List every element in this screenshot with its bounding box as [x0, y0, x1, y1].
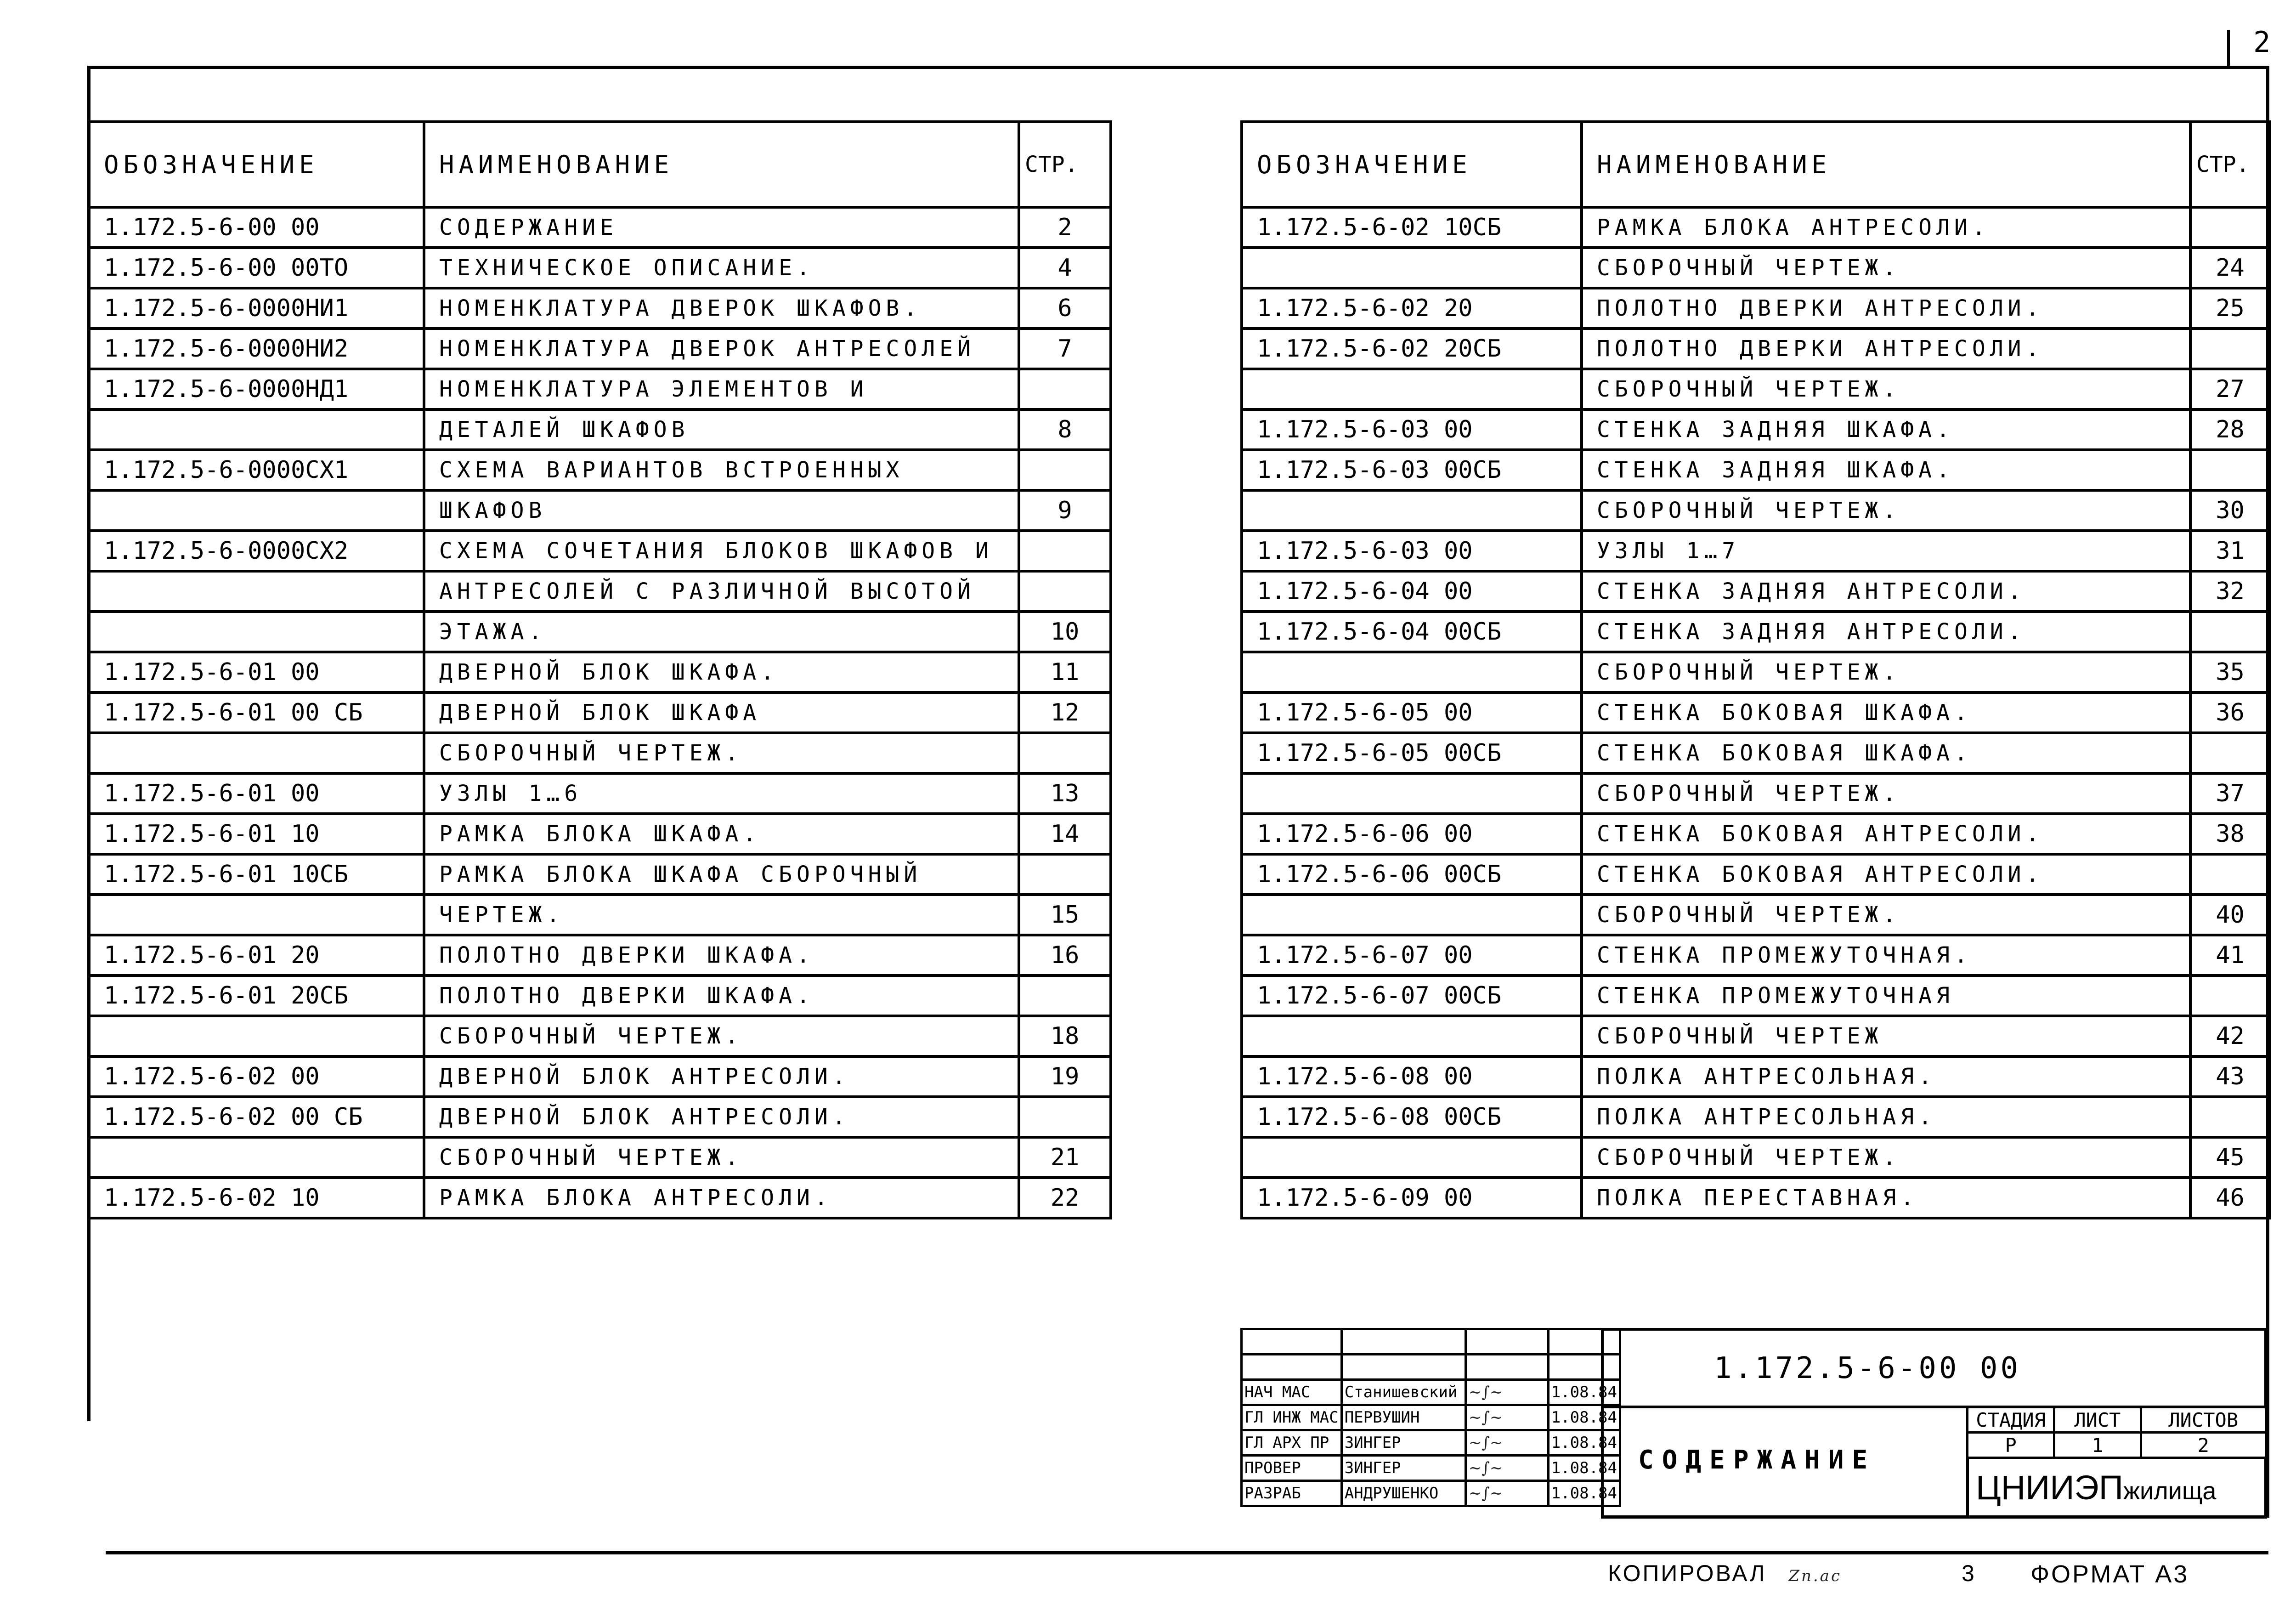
row-name: ДВЕРНОЙ БЛОК АНТРЕСОЛИ. — [424, 1097, 1019, 1137]
contents-table-right-body — [1242, 207, 2270, 1218]
table-row — [89, 450, 1111, 490]
row-code — [89, 571, 424, 612]
document-title: СОДЕРЖАНИЕ — [1638, 1445, 1876, 1475]
signer-role: НАЧ МАС — [1242, 1380, 1342, 1405]
row-page: 21 — [1019, 1137, 1111, 1178]
row-page: 36 — [2190, 692, 2270, 733]
row-code: 1.172.5-6-00 00 — [89, 207, 424, 248]
row-name: СТЕНКА ЗАДНЯЯ АНТРЕСОЛИ. — [1582, 612, 2190, 652]
row-name: ДЕТАЛЕЙ ШКАФОВ — [424, 409, 1019, 450]
signer-name: ЗИНГЕР — [1341, 1430, 1465, 1456]
sign-date: 1.08.84 — [1548, 1405, 1620, 1430]
sheet-label: ЛИСТ — [2054, 1407, 2141, 1433]
title-block — [1240, 1328, 2267, 1519]
row-code: 1.172.5-6-02 20СБ — [1242, 329, 1582, 369]
table-row — [1242, 571, 2270, 612]
signature-row — [1242, 1430, 1620, 1456]
row-name: УЗЛЫ 1…6 — [424, 773, 1019, 814]
row-name: СБОРОЧНЫЙ ЧЕРТЕЖ — [1582, 1016, 2190, 1056]
row-page — [1019, 975, 1111, 1016]
row-page: 13 — [1019, 773, 1111, 814]
row-name: РАМКА БЛОКА ШКАФА СБОРОЧНЫЙ — [424, 854, 1019, 895]
table-row — [1242, 207, 2270, 248]
contents-table-left-body — [89, 207, 1111, 1218]
signature-row — [1242, 1481, 1620, 1506]
row-code: 1.172.5-6-0000НИ2 — [89, 329, 424, 369]
row-code: 1.172.5-6-02 10 — [89, 1178, 424, 1218]
table-row — [1242, 652, 2270, 692]
document-title-cell — [1601, 1406, 1968, 1519]
row-page: 38 — [2190, 814, 2270, 854]
row-page: 8 — [1019, 409, 1111, 450]
table-row — [1242, 1097, 2270, 1137]
row-code — [89, 895, 424, 935]
row-code — [1242, 248, 1582, 288]
row-name: СТЕНКА ЗАДНЯЯ АНТРЕСОЛИ. — [1582, 571, 2190, 612]
copied-label — [1608, 1560, 1842, 1587]
row-code — [89, 1016, 424, 1056]
row-page — [1019, 571, 1111, 612]
row-code: 1.172.5-6-01 00 — [89, 773, 424, 814]
table-header-row — [1242, 122, 2270, 207]
table-row — [89, 490, 1111, 531]
handwritten-signature-icon: ~∫~ — [1468, 1484, 1503, 1503]
row-code — [1242, 369, 1582, 409]
row-name: ПОЛКА АНТРЕСОЛЬНАЯ. — [1582, 1056, 2190, 1097]
table-row — [89, 207, 1111, 248]
row-name: СБОРОЧНЫЙ ЧЕРТЕЖ. — [1582, 369, 2190, 409]
row-code: 1.172.5-6-0000НД1 — [89, 369, 424, 409]
row-page: 32 — [2190, 571, 2270, 612]
row-code — [89, 1137, 424, 1178]
row-page: 31 — [2190, 531, 2270, 571]
row-name: СТЕНКА ПРОМЕЖУТОЧНАЯ. — [1582, 935, 2190, 975]
stamp-empty-row — [1242, 1355, 1620, 1380]
table-row — [1242, 288, 2270, 329]
row-name: НОМЕНКЛАТУРА ЭЛЕМЕНТОВ И — [424, 369, 1019, 409]
row-code — [1242, 895, 1582, 935]
format-label: ФОРМАТ А3 — [2030, 1560, 2189, 1588]
row-code — [1242, 1137, 1582, 1178]
table-row — [1242, 369, 2270, 409]
row-page: 11 — [1019, 652, 1111, 692]
table-row — [89, 248, 1111, 288]
row-page: 4 — [1019, 248, 1111, 288]
table-row — [89, 1178, 1111, 1218]
table-header-row — [89, 122, 1111, 207]
row-code: 1.172.5-6-0000СХ1 — [89, 450, 424, 490]
row-name: ПОЛКА АНТРЕСОЛЬНАЯ. — [1582, 1097, 2190, 1137]
sign-date: 1.08.84 — [1548, 1430, 1620, 1456]
table-row — [1242, 895, 2270, 935]
signer-role: ГЛ ИНЖ МАС — [1242, 1405, 1342, 1430]
organization-cell — [1966, 1459, 2267, 1519]
table-row — [89, 571, 1111, 612]
row-name: ТЕХНИЧЕСКОЕ ОПИСАНИЕ. — [424, 248, 1019, 288]
row-page — [2190, 612, 2270, 652]
handwritten-signature-icon: ~∫~ — [1468, 1434, 1503, 1452]
signature-table — [1240, 1328, 1621, 1507]
table-row — [89, 1137, 1111, 1178]
table-row — [89, 329, 1111, 369]
copied-signature: Zn.ac — [1788, 1567, 1842, 1585]
row-name: СБОРОЧНЫЙ ЧЕРТЕЖ. — [1582, 652, 2190, 692]
row-page — [2190, 450, 2270, 490]
document-code: 1.172.5-6-00 00 — [1714, 1351, 2021, 1385]
row-name: СХЕМА СОЧЕТАНИЯ БЛОКОВ ШКАФОВ И — [424, 531, 1019, 571]
signature-row — [1242, 1456, 1620, 1481]
table-row — [1242, 1137, 2270, 1178]
table-row — [89, 369, 1111, 409]
table-row — [1242, 854, 2270, 895]
row-name: ЧЕРТЕЖ. — [424, 895, 1019, 935]
stage-sheet-table — [1966, 1406, 2267, 1459]
row-code — [1242, 652, 1582, 692]
sign-date: 1.08.84 — [1548, 1456, 1620, 1481]
contents-table-right — [1240, 120, 2271, 1219]
contents-table-left — [87, 120, 1112, 1219]
row-name: СТЕНКА БОКОВАЯ ШКАФА. — [1582, 692, 2190, 733]
table-row — [89, 975, 1111, 1016]
row-code: 1.172.5-6-0000СХ2 — [89, 531, 424, 571]
copied-by-label: КОПИРОВАЛ — [1608, 1560, 1767, 1586]
row-name: ЭТАЖА. — [424, 612, 1019, 652]
header-code: ОБОЗНАЧЕНИЕ — [1242, 122, 1582, 207]
table-row — [1242, 733, 2270, 773]
row-page: 37 — [2190, 773, 2270, 814]
table-row — [1242, 329, 2270, 369]
table-row — [1242, 612, 2270, 652]
row-page — [2190, 854, 2270, 895]
row-page: 41 — [2190, 935, 2270, 975]
row-code: 1.172.5-6-01 20СБ — [89, 975, 424, 1016]
sheets-label: ЛИСТОВ — [2141, 1407, 2266, 1433]
row-page: 18 — [1019, 1016, 1111, 1056]
table-row — [89, 814, 1111, 854]
table-row — [1242, 692, 2270, 733]
row-page: 35 — [2190, 652, 2270, 692]
row-page: 15 — [1019, 895, 1111, 935]
row-code — [1242, 490, 1582, 531]
signature-mark — [1465, 1481, 1548, 1506]
row-page — [2190, 207, 2270, 248]
row-page: 24 — [2190, 248, 2270, 288]
table-row — [1242, 975, 2270, 1016]
signer-name: Станишевский — [1341, 1380, 1465, 1405]
signature-row — [1242, 1405, 1620, 1430]
sheet-value: 1 — [2054, 1433, 2141, 1458]
table-row — [1242, 490, 2270, 531]
row-name: СОДЕРЖАНИЕ — [424, 207, 1019, 248]
signature-mark — [1465, 1430, 1548, 1456]
row-page: 30 — [2190, 490, 2270, 531]
row-page: 25 — [2190, 288, 2270, 329]
row-name: СТЕНКА БОКОВАЯ ШКАФА. — [1582, 733, 2190, 773]
row-name: ПОЛОТНО ДВЕРКИ ШКАФА. — [424, 975, 1019, 1016]
row-code — [89, 612, 424, 652]
signature-mark — [1465, 1380, 1548, 1405]
row-code: 1.172.5-6-02 20 — [1242, 288, 1582, 329]
row-name: СБОРОЧНЫЙ ЧЕРТЕЖ. — [1582, 1137, 2190, 1178]
row-page: 9 — [1019, 490, 1111, 531]
row-code: 1.172.5-6-01 00 СБ — [89, 692, 424, 733]
row-page — [1019, 733, 1111, 773]
row-name: СБОРОЧНЫЙ ЧЕРТЕЖ. — [1582, 490, 2190, 531]
sheet-number: 2 — [2253, 25, 2271, 59]
row-code: 1.172.5-6-03 00 — [1242, 531, 1582, 571]
row-page: 16 — [1019, 935, 1111, 975]
frame-top-border — [87, 66, 2269, 69]
row-name: НОМЕНКЛАТУРА ДВЕРОК ШКАФОВ. — [424, 288, 1019, 329]
row-name: РАМКА БЛОКА АНТРЕСОЛИ. — [424, 1178, 1019, 1218]
sign-date: 1.08.84 — [1548, 1380, 1620, 1405]
table-row — [1242, 1016, 2270, 1056]
row-name: ПОЛОТНО ДВЕРКИ ШКАФА. — [424, 935, 1019, 975]
document-code-cell — [1601, 1328, 2267, 1408]
row-name: СБОРОЧНЫЙ ЧЕРТЕЖ. — [424, 1016, 1019, 1056]
sheets-value: 2 — [2141, 1433, 2266, 1458]
row-code: 1.172.5-6-01 00 — [89, 652, 424, 692]
row-code: 1.172.5-6-06 00СБ — [1242, 854, 1582, 895]
table-row — [1242, 814, 2270, 854]
row-page: 42 — [2190, 1016, 2270, 1056]
signer-name: ЗИНГЕР — [1341, 1456, 1465, 1481]
row-name: РАМКА БЛОКА ШКАФА. — [424, 814, 1019, 854]
table-row — [89, 612, 1111, 652]
row-code: 1.172.5-6-04 00СБ — [1242, 612, 1582, 652]
row-code — [89, 490, 424, 531]
table-row — [1242, 248, 2270, 288]
row-name: СБОРОЧНЫЙ ЧЕРТЕЖ. — [1582, 773, 2190, 814]
row-page: 10 — [1019, 612, 1111, 652]
signer-role: РАЗРАБ — [1242, 1481, 1342, 1506]
row-name: СБОРОЧНЫЙ ЧЕРТЕЖ. — [1582, 248, 2190, 288]
sign-date: 1.08.84 — [1548, 1481, 1620, 1506]
row-code: 1.172.5-6-03 00СБ — [1242, 450, 1582, 490]
row-name: ДВЕРНОЙ БЛОК ШКАФА. — [424, 652, 1019, 692]
row-code: 1.172.5-6-06 00 — [1242, 814, 1582, 854]
table-row — [89, 895, 1111, 935]
table-row — [89, 935, 1111, 975]
row-page — [2190, 329, 2270, 369]
signature-mark — [1465, 1456, 1548, 1481]
footer-number: 3 — [1962, 1560, 1976, 1586]
row-name: СТЕНКА БОКОВАЯ АНТРЕСОЛИ. — [1582, 854, 2190, 895]
header-page: СТР. — [1019, 122, 1111, 207]
signer-name: ПЕРВУШИН — [1341, 1405, 1465, 1430]
table-row — [1242, 935, 2270, 975]
row-code — [89, 409, 424, 450]
signer-name: АНДРУШЕНКО — [1341, 1481, 1465, 1506]
row-code: 1.172.5-6-02 00 — [89, 1056, 424, 1097]
row-code: 1.172.5-6-08 00СБ — [1242, 1097, 1582, 1137]
row-name: СТЕНКА БОКОВАЯ АНТРЕСОЛИ. — [1582, 814, 2190, 854]
row-page: 46 — [2190, 1178, 2270, 1218]
row-code — [1242, 773, 1582, 814]
row-page: 28 — [2190, 409, 2270, 450]
row-code: 1.172.5-6-02 00 СБ — [89, 1097, 424, 1137]
row-code: 1.172.5-6-01 10 — [89, 814, 424, 854]
row-code: 1.172.5-6-01 20 — [89, 935, 424, 975]
table-row — [1242, 531, 2270, 571]
row-page: 14 — [1019, 814, 1111, 854]
row-page: 6 — [1019, 288, 1111, 329]
stage-label: СТАДИЯ — [1968, 1407, 2054, 1433]
frame-bottom-line — [106, 1551, 2268, 1554]
row-name: ДВЕРНОЙ БЛОК АНТРЕСОЛИ. — [424, 1056, 1019, 1097]
table-row — [89, 692, 1111, 733]
row-name: УЗЛЫ 1…7 — [1582, 531, 2190, 571]
signature-row — [1242, 1380, 1620, 1405]
row-code: 1.172.5-6-02 10СБ — [1242, 207, 1582, 248]
row-code: 1.172.5-6-05 00 — [1242, 692, 1582, 733]
row-page — [1019, 1097, 1111, 1137]
table-row — [89, 1097, 1111, 1137]
table-row — [89, 652, 1111, 692]
row-page — [2190, 1097, 2270, 1137]
table-row — [89, 1016, 1111, 1056]
row-name: СТЕНКА ПРОМЕЖУТОЧНАЯ — [1582, 975, 2190, 1016]
row-name: СБОРОЧНЫЙ ЧЕРТЕЖ. — [424, 733, 1019, 773]
row-page — [2190, 733, 2270, 773]
row-code: 1.172.5-6-07 00СБ — [1242, 975, 1582, 1016]
row-name: НОМЕНКЛАТУРА ДВЕРОК АНТРЕСОЛЕЙ — [424, 329, 1019, 369]
row-code: 1.172.5-6-08 00 — [1242, 1056, 1582, 1097]
row-name: АНТРЕСОЛЕЙ С РАЗЛИЧНОЙ ВЫСОТОЙ — [424, 571, 1019, 612]
row-page — [1019, 531, 1111, 571]
row-name: СБОРОЧНЫЙ ЧЕРТЕЖ. — [424, 1137, 1019, 1178]
header-page: СТР. — [2190, 122, 2270, 207]
row-code: 1.172.5-6-04 00 — [1242, 571, 1582, 612]
organization-name — [1976, 1468, 2216, 1507]
row-page: 27 — [2190, 369, 2270, 409]
signer-role: ГЛ АРХ ПР — [1242, 1430, 1342, 1456]
stage-value-row — [1968, 1433, 2266, 1458]
row-name: СХЕМА ВАРИАНТОВ ВСТРОЕННЫХ — [424, 450, 1019, 490]
row-code — [1242, 1016, 1582, 1056]
row-name: ШКАФОВ — [424, 490, 1019, 531]
row-page — [2190, 975, 2270, 1016]
row-name: ПОЛОТНО ДВЕРКИ АНТРЕСОЛИ. — [1582, 288, 2190, 329]
row-page: 43 — [2190, 1056, 2270, 1097]
row-page: 19 — [1019, 1056, 1111, 1097]
row-name: ПОЛКА ПЕРЕСТАВНАЯ. — [1582, 1178, 2190, 1218]
handwritten-signature-icon: ~∫~ — [1468, 1459, 1503, 1477]
handwritten-signature-icon: ~∫~ — [1468, 1383, 1503, 1401]
row-code: 1.172.5-6-03 00 — [1242, 409, 1582, 450]
row-page — [1019, 450, 1111, 490]
row-code: 1.172.5-6-00 00ТО — [89, 248, 424, 288]
stage-value: Р — [1968, 1433, 2054, 1458]
row-code: 1.172.5-6-09 00 — [1242, 1178, 1582, 1218]
row-page — [1019, 369, 1111, 409]
table-row — [89, 531, 1111, 571]
handwritten-signature-icon: ~∫~ — [1468, 1408, 1503, 1427]
row-page: 45 — [2190, 1137, 2270, 1178]
table-row — [1242, 1178, 2270, 1218]
table-row — [1242, 1056, 2270, 1097]
row-name: ДВЕРНОЙ БЛОК ШКАФА — [424, 692, 1019, 733]
row-name: РАМКА БЛОКА АНТРЕСОЛИ. — [1582, 207, 2190, 248]
table-row — [1242, 773, 2270, 814]
organization-suffix: жилища — [2123, 1477, 2217, 1505]
organization-abbr: ЦНИИЭП — [1976, 1469, 2123, 1507]
row-page: 40 — [2190, 895, 2270, 935]
row-name: СБОРОЧНЫЙ ЧЕРТЕЖ. — [1582, 895, 2190, 935]
table-row — [89, 1056, 1111, 1097]
row-code: 1.172.5-6-05 00СБ — [1242, 733, 1582, 773]
header-code: ОБОЗНАЧЕНИЕ — [89, 122, 424, 207]
table-row — [89, 773, 1111, 814]
header-name: НАИМЕНОВАНИЕ — [424, 122, 1019, 207]
header-name: НАИМЕНОВАНИЕ — [1582, 122, 2190, 207]
table-row — [1242, 409, 2270, 450]
sheet-number-divider — [2227, 30, 2230, 68]
row-name: СТЕНКА ЗАДНЯЯ ШКАФА. — [1582, 409, 2190, 450]
row-code: 1.172.5-6-0000НИ1 — [89, 288, 424, 329]
row-page: 12 — [1019, 692, 1111, 733]
row-name: ПОЛОТНО ДВЕРКИ АНТРЕСОЛИ. — [1582, 329, 2190, 369]
row-page — [1019, 854, 1111, 895]
table-row — [89, 409, 1111, 450]
table-row — [89, 854, 1111, 895]
table-row — [1242, 450, 2270, 490]
signer-role: ПРОВЕР — [1242, 1456, 1342, 1481]
row-page: 2 — [1019, 207, 1111, 248]
row-code: 1.172.5-6-01 10СБ — [89, 854, 424, 895]
stamp-empty-row — [1242, 1329, 1620, 1355]
signature-mark — [1465, 1405, 1548, 1430]
row-page: 22 — [1019, 1178, 1111, 1218]
table-row — [89, 733, 1111, 773]
row-name: СТЕНКА ЗАДНЯЯ ШКАФА. — [1582, 450, 2190, 490]
row-page: 7 — [1019, 329, 1111, 369]
stage-label-row — [1968, 1407, 2266, 1433]
row-code — [89, 733, 424, 773]
row-code: 1.172.5-6-07 00 — [1242, 935, 1582, 975]
table-row — [89, 288, 1111, 329]
